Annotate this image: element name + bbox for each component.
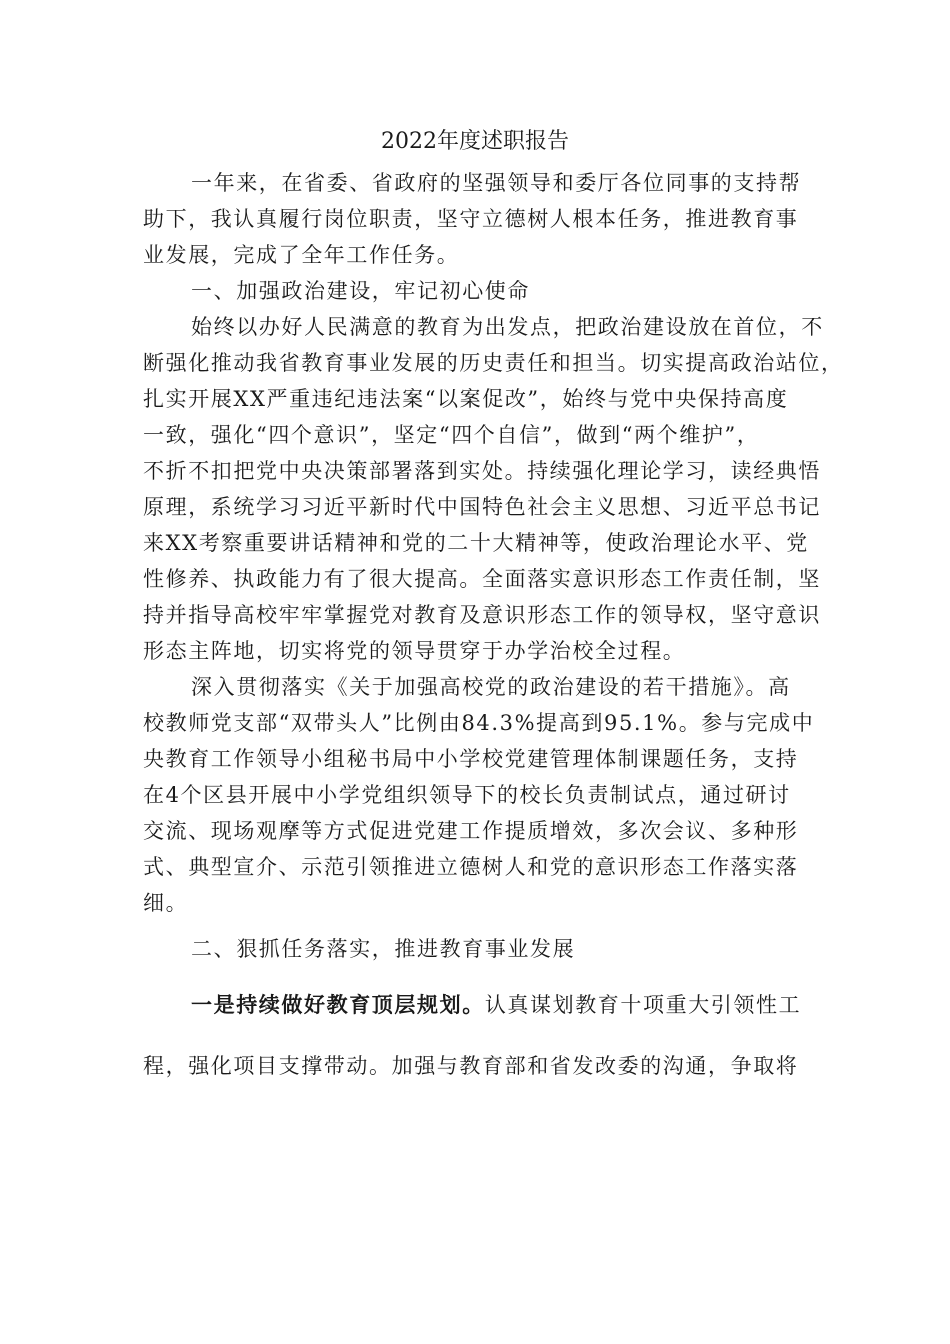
- bold-lead: 一是持续做好教育顶层规划。: [191, 992, 485, 1017]
- paragraph-line: 断强化推动我省教育事业发展的历史责任和担当。切实提高政治站位，: [143, 351, 844, 375]
- section-heading: 一、加强政治建设，牢记初心使命: [191, 279, 530, 303]
- paragraph-line: 助下，我认真履行岗位职责，坚守立德树人根本任务，推进教育事: [143, 207, 799, 231]
- paragraph-line: 央教育工作领导小组秘书局中小学校党建管理体制课题任务，支持: [143, 747, 799, 771]
- paragraph-line: 扎实开展XX严重违纪违法案“以案促改”，始终与党中央保持高度: [143, 387, 789, 411]
- paragraph-line: 在4个区县开展中小学党组织领导下的校长负责制试点，通过研讨: [143, 783, 791, 807]
- paragraph-line: 原理，系统学习习近平新时代中国特色社会主义思想、习近平总书记: [143, 495, 821, 519]
- paragraph-line: 式、典型宣介、示范引领推进立德树人和党的意识形态工作落实落: [143, 855, 799, 879]
- paragraph-line: 细。: [143, 891, 189, 915]
- paragraph-line: 性修养、执政能力有了很大提高。全面落实意识形态工作责任制，坚: [143, 567, 821, 591]
- paragraph-line: 持并指导高校牢牢掌握党对教育及意识形态工作的领导权，坚守意识: [143, 603, 821, 627]
- paragraph-line: 交流、现场观摩等方式促进党建工作提质增效，多次会议、多种形: [143, 819, 799, 843]
- paragraph-line: 程，强化项目支撑带动。加强与教育部和省发改委的沟通，争取将: [143, 1054, 799, 1078]
- section-heading: 二、狠抓任务落实，推进教育事业发展: [191, 937, 576, 961]
- paragraph-line: 形态主阵地，切实将党的领导贯穿于办学治校全过程。: [143, 639, 686, 663]
- page-title: 2022年度述职报告: [381, 129, 569, 154]
- paragraph-line: 深入贯彻落实《关于加强高校党的政治建设的若干措施》。高: [191, 675, 791, 699]
- paragraph-line: 来XX考察重要讲话精神和党的二十大精神等，使政治理论水平、党: [143, 531, 809, 555]
- paragraph-line: 始终以办好人民满意的教育为出发点，把政治建设放在首位，不: [191, 315, 824, 339]
- paragraph-line: 一是持续做好教育顶层规划。认真谋划教育十项重大引领性工: [191, 992, 802, 1017]
- paragraph-line: 一致，强化“四个意识”，坚定“四个自信”，做到“两个维护”，: [143, 423, 760, 447]
- paragraph-line: 业发展，完成了全年工作任务。: [143, 243, 460, 267]
- paragraph-line: 一年来，在省委、省政府的坚强领导和委厅各位同事的支持帮: [191, 171, 802, 195]
- paragraph-line: 不折不扣把党中央决策部署落到实处。持续强化理论学习，读经典悟: [143, 459, 821, 483]
- paragraph-line: 校教师党支部“双带头人”比例由84.3%提高到95.1%。参与完成中: [143, 711, 815, 735]
